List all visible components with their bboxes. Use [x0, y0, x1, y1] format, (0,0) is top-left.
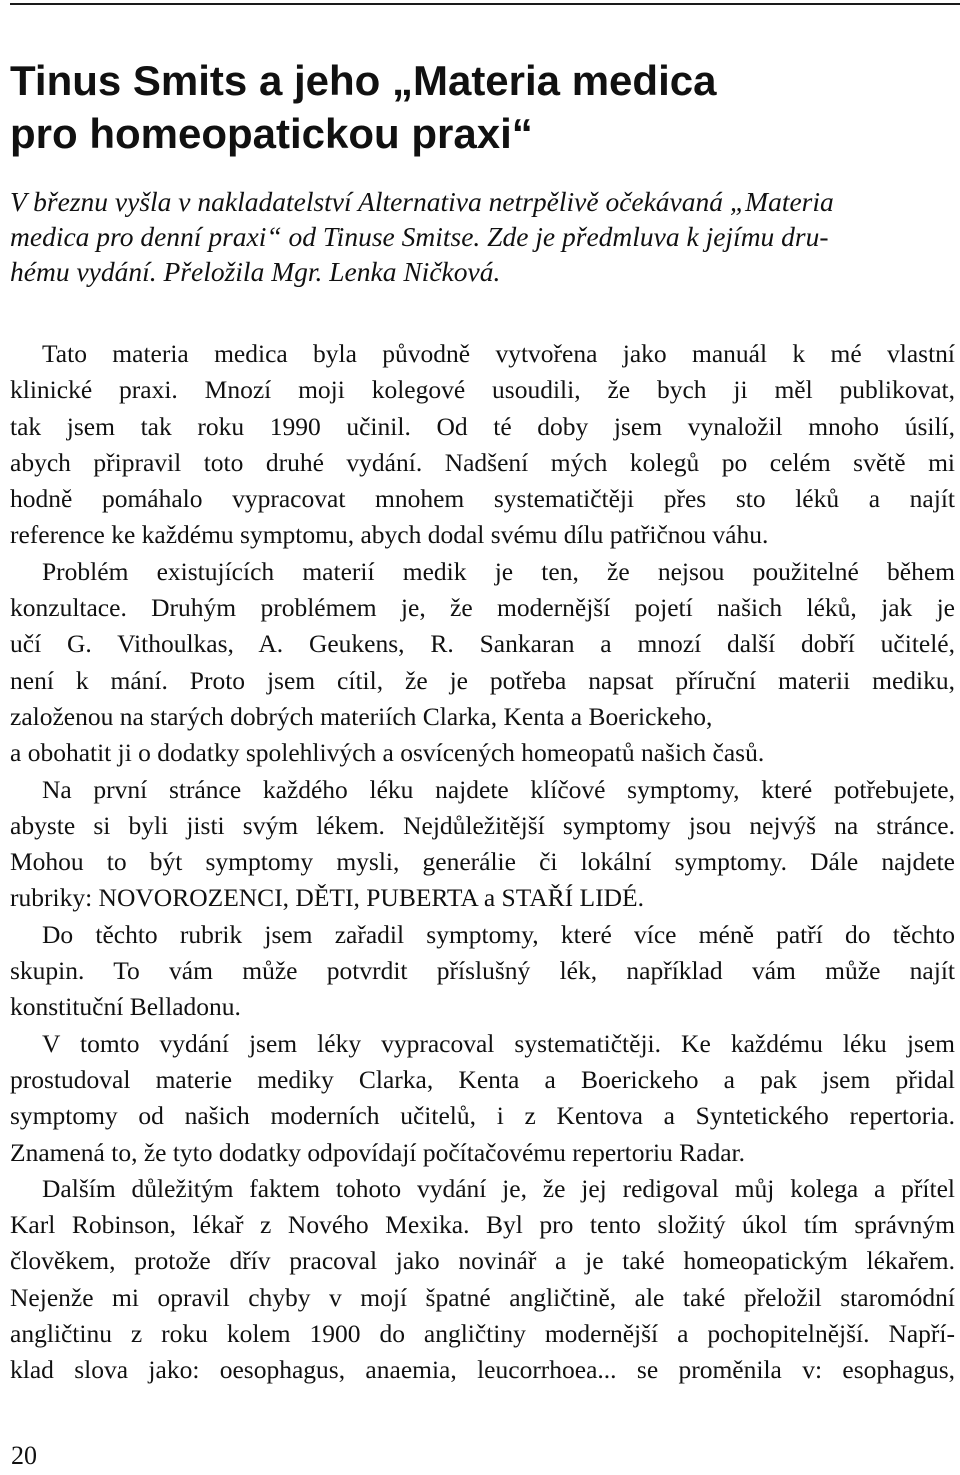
article-title-line-2: pro homeopatickou praxi“: [10, 110, 533, 157]
body-line: Znamená to, že tyto dodatky odpovídají počítačovému repertoriu Radar.: [10, 1137, 746, 1167]
article-title: [10, 54, 950, 160]
body-line: hodně pomáhalo vypracovat mnohem systematičtěji přes sto léků a najít: [10, 484, 955, 514]
body-line: Dalším důležitým faktem tohoto vydání je, že jej redigoval můj kolega a přítel: [42, 1173, 955, 1203]
body-line: abych připravil toto druhé vydání. Nadšení mých kolegů po celém světě mi: [10, 447, 955, 477]
body-line: Problém existujících materií medik je ten, že nejsou použitelné během: [42, 556, 955, 586]
body-line: Do těchto rubrik jsem zařadil symptomy, které více méně patří do těchto: [42, 919, 955, 949]
body-line: člověkem, protože dřív pracoval jako novinář a je také homeopatickým lékařem.: [10, 1246, 955, 1276]
article-lead-line-2: medica pro denní praxi“ od Tinuse Smitse. Zde je předmluva k jejímu dru-: [10, 221, 829, 252]
body-line: Tato materia medica byla původně vytvořena jako manuál k mé vlastní: [42, 339, 955, 368]
body-line: angličtinu z roku kolem 1900 do angličtiny modernější a pochopitelnější. Napří-: [10, 1319, 955, 1349]
body-line: není k mání. Proto jsem cítil, že je potřeba napsat příruční materii mediku,: [10, 665, 955, 695]
body-line: klinické praxi. Mnozí moji kolegové usoudili, že bych ji měl publikovat,: [10, 375, 955, 405]
body-line: založenou na starých dobrých materiích Clarka, Kenta a Boerickeho,: [10, 701, 713, 731]
article-lead: [10, 184, 955, 289]
body-line: symptomy od našich moderních učitelů, i z Kentova a Syntetického repertoria.: [10, 1101, 955, 1131]
body-line: konstituční Belladonu.: [10, 992, 241, 1022]
body-line: prostudoval materie mediky Clarka, Kenta a Boerickeho a pak jsem přidal: [10, 1064, 955, 1094]
body-line: V tomto vydání jsem léky vypracoval systematičtěji. Ke každému léku jsem: [42, 1028, 955, 1058]
article-lead-line-3: hému vydání. Přeložila Mgr. Lenka Ničková.: [10, 256, 501, 287]
page-number: 20: [11, 1441, 37, 1470]
article-lead-line-1: V březnu vyšla v nakladatelství Alternativa netrpělivě očekávaná „Materia: [10, 186, 834, 217]
body-line: skupin. To vám může potvrdit příslušný lék, například vám může najít: [10, 956, 955, 986]
body-line: konzultace. Druhým problémem je, že modernější pojetí našich léků, jak je: [10, 593, 955, 623]
article-title-line-1: Tinus Smits a jeho „Materia medica: [10, 57, 717, 104]
body-line: rubriky: NOVOROZENCI, DĚTI, PUBERTA a STAŘÍ LIDÉ.: [10, 883, 644, 913]
body-line: Karl Robinson, lékař z Nového Mexika. Byl pro tento složitý úkol tím správným: [10, 1210, 955, 1240]
body-line: Mohou to být symptomy mysli, generálie či lokální symptomy. Dále najdete: [10, 847, 955, 877]
body-line: Na první stránce každého léku najdete klíčové symptomy, které potřebujete,: [42, 774, 955, 804]
body-line: tak jsem tak roku 1990 učinil. Od té doby jsem vynaložil mnoho úsilí,: [10, 411, 955, 441]
body-line: klad slova jako: oesophagus, anaemia, leucorrhoea... se proměnila v: esophagus,: [10, 1355, 955, 1385]
body-line: abyste si byli jisti svým lékem. Nejdůležitější symptomy jsou nejvýš na stránce.: [10, 810, 955, 840]
body-line: reference ke každému symptomu, abych dodal svému dílu patřičnou váhu.: [10, 520, 769, 550]
body-line: učí G. Vithoulkas, A. Geukens, R. Sankaran a mnozí další dobří učitelé,: [10, 629, 955, 659]
article-body: [10, 336, 955, 1389]
body-line: a obohatit ji o dodatky spolehlivých a osvícených homeopatů našich časů.: [10, 738, 765, 768]
header-rule: [10, 3, 960, 5]
body-line: Nejenže mi opravil chyby v mojí špatné angličtině, ale také přeložil staromódní: [10, 1282, 955, 1312]
